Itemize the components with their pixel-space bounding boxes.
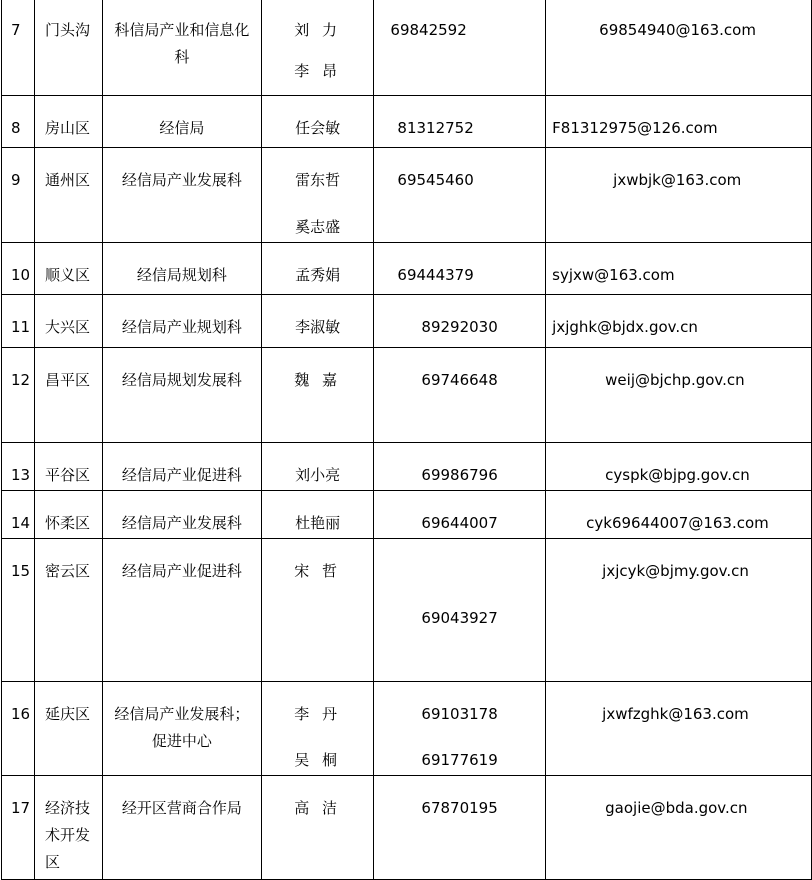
district-cell: 房山区 bbox=[34, 96, 102, 148]
phone-cell: 67870195 bbox=[374, 776, 546, 880]
department-cell: 经信局规划发展科 bbox=[102, 348, 261, 443]
department-cell: 经信局产业发展科 bbox=[102, 491, 261, 539]
table-row bbox=[2, 243, 812, 295]
table-row bbox=[2, 443, 812, 491]
table-row bbox=[2, 682, 812, 776]
email-cell: 69854940@163.com bbox=[546, 0, 812, 96]
contact-person-cell: 孟秀娟 bbox=[261, 243, 374, 295]
table-row bbox=[2, 295, 812, 348]
row-number: 16 bbox=[2, 682, 35, 776]
phone-cell: 69103178 69177619 bbox=[374, 682, 546, 776]
row-number: 12 bbox=[2, 348, 35, 443]
email-cell: jxwbjk@163.com bbox=[546, 148, 812, 243]
contact-person-cell: 宋 哲 bbox=[261, 539, 374, 682]
department-cell: 经信局产业发展科 bbox=[102, 148, 261, 243]
department-cell: 经信局规划科 bbox=[102, 243, 261, 295]
department-cell: 经开区营商合作局 bbox=[102, 776, 261, 880]
table-row bbox=[2, 0, 812, 96]
table-row bbox=[2, 776, 812, 880]
contact-person-cell: 高 洁 bbox=[261, 776, 374, 880]
contact-person-cell: 魏 嘉 bbox=[261, 348, 374, 443]
row-number: 13 bbox=[2, 443, 35, 491]
contact-person-cell: 刘 力 李 昂 bbox=[261, 0, 374, 96]
email-cell: gaojie@bda.gov.cn bbox=[546, 776, 812, 880]
email-cell: jxjghk@bjdx.gov.cn bbox=[546, 295, 812, 348]
table-row bbox=[2, 148, 812, 243]
row-number: 9 bbox=[2, 148, 35, 243]
email-cell: cyk69644007@163.com bbox=[546, 491, 812, 539]
table-row bbox=[2, 96, 812, 148]
phone-cell: 69444379 bbox=[374, 243, 546, 295]
email-cell: weij@bjchp.gov.cn bbox=[546, 348, 812, 443]
district-cell: 通州区 bbox=[34, 148, 102, 243]
phone-cell: 69842592 bbox=[374, 0, 546, 96]
department-cell: 经信局产业促进科 bbox=[102, 443, 261, 491]
row-number: 8 bbox=[2, 96, 35, 148]
district-cell: 门头沟 bbox=[34, 0, 102, 96]
contact-person-cell: 任会敏 bbox=[261, 96, 374, 148]
contacts-table bbox=[1, 0, 812, 880]
department-cell: 经信局产业促进科 bbox=[102, 539, 261, 682]
contact-person-cell: 李淑敏 bbox=[261, 295, 374, 348]
row-number: 15 bbox=[2, 539, 35, 682]
department-cell: 经信局 bbox=[102, 96, 261, 148]
table-row bbox=[2, 348, 812, 443]
contact-person-cell: 雷东哲 奚志盛 bbox=[261, 148, 374, 243]
district-cell: 密云区 bbox=[34, 539, 102, 682]
table-row bbox=[2, 491, 812, 539]
contact-person-cell: 李 丹 吴 桐 bbox=[261, 682, 374, 776]
row-number: 11 bbox=[2, 295, 35, 348]
email-cell: jxwfzghk@163.com bbox=[546, 682, 812, 776]
department-cell: 经信局产业发展科；促进中心 bbox=[102, 682, 261, 776]
row-number: 14 bbox=[2, 491, 35, 539]
email-cell: cyspk@bjpg.gov.cn bbox=[546, 443, 812, 491]
table-row bbox=[2, 539, 812, 682]
district-cell: 顺义区 bbox=[34, 243, 102, 295]
contact-person-cell: 刘小亮 bbox=[261, 443, 374, 491]
district-cell: 怀柔区 bbox=[34, 491, 102, 539]
department-cell: 科信局产业和信息化科 bbox=[102, 0, 261, 96]
district-cell: 经济技术开发区 bbox=[34, 776, 102, 880]
phone-cell: 69746648 bbox=[374, 348, 546, 443]
email-cell: F81312975@126.com bbox=[546, 96, 812, 148]
phone-cell: 69043927 bbox=[374, 539, 546, 682]
phone-cell: 89292030 bbox=[374, 295, 546, 348]
district-cell: 平谷区 bbox=[34, 443, 102, 491]
district-cell: 延庆区 bbox=[34, 682, 102, 776]
phone-cell: 81312752 bbox=[374, 96, 546, 148]
district-cell: 昌平区 bbox=[34, 348, 102, 443]
phone-cell: 69986796 bbox=[374, 443, 546, 491]
row-number: 10 bbox=[2, 243, 35, 295]
phone-cell: 69545460 bbox=[374, 148, 546, 243]
contact-person-cell: 杜艳丽 bbox=[261, 491, 374, 539]
row-number: 17 bbox=[2, 776, 35, 880]
email-cell: syjxw@163.com bbox=[546, 243, 812, 295]
email-cell: jxjcyk@bjmy.gov.cn bbox=[546, 539, 812, 682]
phone-cell: 69644007 bbox=[374, 491, 546, 539]
row-number: 7 bbox=[2, 0, 35, 96]
department-cell: 经信局产业规划科 bbox=[102, 295, 261, 348]
district-cell: 大兴区 bbox=[34, 295, 102, 348]
